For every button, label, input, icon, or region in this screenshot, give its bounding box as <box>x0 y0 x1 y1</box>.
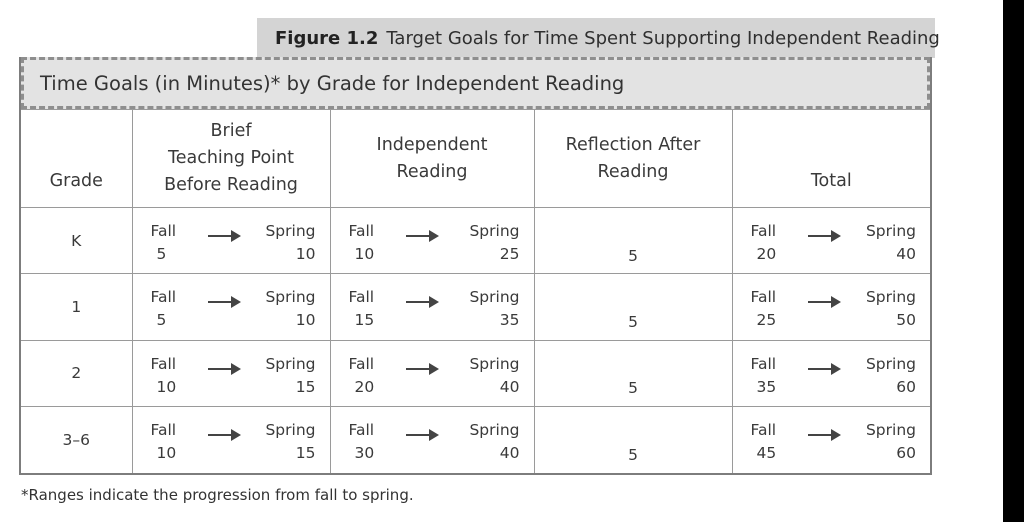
reflection-cell: 5 <box>534 340 732 406</box>
figure-caption-text: Target Goals for Time Spent Supporting Independent Reading <box>386 27 940 49</box>
spring-label: Spring <box>469 222 520 240</box>
fall-value: 25 <box>756 311 777 330</box>
reflection-cell: 5 <box>534 407 732 473</box>
independent-range-cell <box>330 340 534 406</box>
spring-value: 50 <box>896 311 916 330</box>
brief-range-cell <box>132 274 330 340</box>
right-arrow-icon <box>207 360 241 378</box>
spring-value: 35 <box>499 311 520 330</box>
fall-value: 5 <box>156 311 167 330</box>
fall-label: Fall <box>348 354 375 373</box>
right-arrow-icon <box>807 426 841 444</box>
fall-label: Fall <box>150 421 177 440</box>
table-row <box>21 274 930 340</box>
goals-table <box>21 109 930 473</box>
header-grade: Grade <box>21 110 132 208</box>
spring-value: 10 <box>295 245 316 263</box>
fall-value: 10 <box>156 377 177 396</box>
fall-value: 10 <box>354 245 375 263</box>
table-row <box>21 208 930 274</box>
table-row <box>21 340 930 406</box>
fall-label: Fall <box>750 421 777 440</box>
figure-caption <box>257 18 940 58</box>
right-arrow-icon <box>207 426 241 444</box>
goals-table-container <box>19 57 932 475</box>
right-arrow-icon <box>207 293 241 311</box>
spring-label: Spring <box>469 421 520 440</box>
right-arrow-icon <box>405 227 439 245</box>
spring-label: Spring <box>469 288 520 307</box>
header-independent-line: Independent <box>376 134 488 155</box>
total-range-cell <box>732 407 930 473</box>
fall-label: Fall <box>750 288 777 307</box>
header-brief-line: Teaching Point <box>168 148 294 168</box>
fall-value: 30 <box>354 444 375 463</box>
grade-cell: 2 <box>21 340 132 406</box>
fall-label: Fall <box>150 354 177 373</box>
fall-label: Fall <box>348 421 375 440</box>
spring-value: 10 <box>295 311 316 330</box>
fall-label: Fall <box>348 222 375 240</box>
grade-cell: 1 <box>21 274 132 340</box>
spring-value: 15 <box>295 377 316 396</box>
fall-value: 10 <box>156 444 177 463</box>
fall-label: Fall <box>750 354 777 373</box>
fall-value: 15 <box>354 311 375 330</box>
header-independent <box>330 110 534 208</box>
header-total: Total <box>732 110 930 208</box>
right-arrow-icon <box>405 293 439 311</box>
brief-range-cell <box>132 407 330 473</box>
fall-value: 35 <box>756 377 777 396</box>
spring-label: Spring <box>469 354 520 373</box>
fall-value: 5 <box>156 245 167 263</box>
independent-range-cell <box>330 407 534 473</box>
fall-label: Fall <box>348 288 375 307</box>
spring-label: Spring <box>865 421 916 440</box>
spring-label: Spring <box>265 288 316 307</box>
spring-value: 40 <box>896 245 916 263</box>
spring-label: Spring <box>265 354 316 373</box>
header-brief-line: Before Reading <box>164 175 298 195</box>
right-arrow-icon <box>405 360 439 378</box>
header-reflection-line: Reflection After <box>565 134 701 155</box>
brief-range-cell <box>132 208 330 274</box>
independent-range-cell <box>330 208 534 274</box>
fall-label: Fall <box>750 222 777 240</box>
fall-value: 20 <box>756 245 777 263</box>
right-arrow-icon <box>807 293 841 311</box>
reflection-cell: 5 <box>534 208 732 274</box>
grade-cell: K <box>21 208 132 274</box>
spring-label: Spring <box>865 354 916 373</box>
total-range-cell <box>732 340 930 406</box>
header-reflection <box>534 110 732 208</box>
total-range-cell <box>732 274 930 340</box>
independent-range-cell <box>330 274 534 340</box>
spring-label: Spring <box>265 421 316 440</box>
fall-label: Fall <box>150 288 177 307</box>
spring-value: 60 <box>896 444 916 463</box>
reflection-cell: 5 <box>534 274 732 340</box>
table-row <box>21 407 930 473</box>
header-reflection-line: Reading <box>597 161 669 182</box>
header-independent-line: Reading <box>396 161 468 182</box>
footnote: *Ranges indicate the progression from fall to spring. <box>21 486 414 504</box>
fall-value: 20 <box>354 377 375 396</box>
right-arrow-icon <box>807 360 841 378</box>
header-row <box>21 110 930 208</box>
header-brief <box>132 110 330 208</box>
fall-value: 45 <box>756 444 777 463</box>
spring-value: 60 <box>896 377 916 396</box>
brief-range-cell <box>132 340 330 406</box>
fall-label: Fall <box>150 222 177 240</box>
header-brief-line: Brief <box>210 121 252 141</box>
table-title: Time Goals (in Minutes)* by Grade for Independent Reading <box>21 57 930 109</box>
right-arrow-icon <box>207 227 241 245</box>
spring-label: Spring <box>865 222 916 240</box>
right-arrow-icon <box>405 426 439 444</box>
total-range-cell <box>732 208 930 274</box>
spring-label: Spring <box>865 288 916 307</box>
right-arrow-icon <box>807 227 841 245</box>
spring-label: Spring <box>265 222 316 240</box>
figure-label: Figure 1.2 <box>275 27 379 49</box>
spring-value: 25 <box>499 245 520 263</box>
grade-cell: 3–6 <box>21 407 132 473</box>
spring-value: 40 <box>499 444 520 463</box>
spring-value: 15 <box>295 444 316 463</box>
spring-value: 40 <box>499 377 520 396</box>
edge-bar <box>1003 0 1024 522</box>
